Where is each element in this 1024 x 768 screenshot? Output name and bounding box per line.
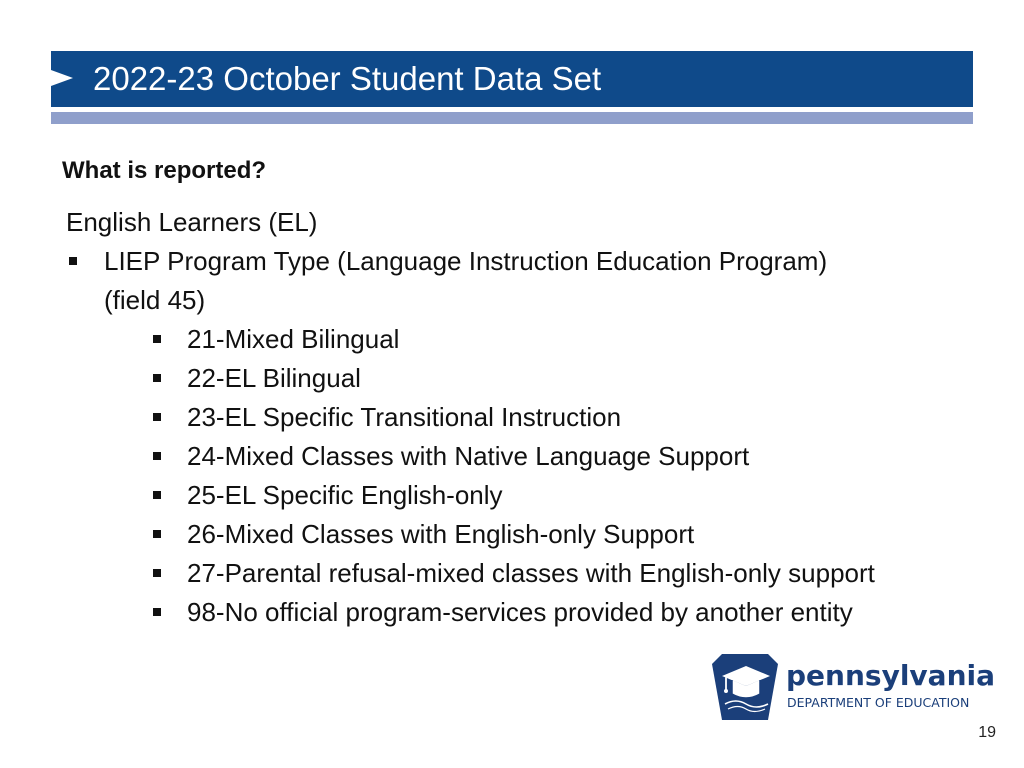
title-bar	[51, 51, 973, 107]
slide-title: 2022-23 October Student Data Set	[93, 60, 602, 97]
list-item-text: 22-EL Bilingual	[187, 363, 361, 393]
list-item	[66, 320, 966, 359]
primary-bullet-text: LIEP Program Type (Language Instruction Education Program)	[104, 246, 828, 276]
list-item	[66, 437, 966, 476]
content-body	[66, 203, 966, 632]
list-item	[66, 398, 966, 437]
list-item-text: 27-Parental refusal-mixed classes with English-only support	[187, 558, 875, 588]
primary-bullet-continuation: (field 45)	[104, 285, 206, 315]
primary-bullet	[66, 242, 966, 281]
title-arrow-icon	[51, 70, 73, 86]
list-item	[66, 554, 966, 593]
square-bullet-icon	[153, 374, 161, 382]
list-item-text: 98-No official program-services provided by another entity	[187, 597, 853, 627]
page-number: 19	[978, 724, 996, 741]
subheading: What is reported?	[62, 157, 267, 184]
list-item	[66, 515, 966, 554]
square-bullet-icon	[153, 569, 161, 577]
list-item-text: 26-Mixed Classes with English-only Support	[187, 519, 695, 549]
square-bullet-icon	[153, 335, 161, 343]
logo-wordmark: pennsylvania	[786, 659, 995, 692]
logo-department: DEPARTMENT OF EDUCATION	[787, 695, 970, 710]
list-item-text: 25-EL Specific English-only	[187, 480, 503, 510]
list-item-text: 24-Mixed Classes with Native Language Support	[187, 441, 750, 471]
square-bullet-icon	[153, 413, 161, 421]
list-item	[66, 476, 966, 515]
square-bullet-icon	[153, 530, 161, 538]
title-underline	[51, 112, 973, 124]
list-item	[66, 593, 966, 632]
list-item-text: 23-EL Specific Transitional Instruction	[187, 402, 622, 432]
square-bullet-icon	[69, 257, 77, 265]
square-bullet-icon	[153, 491, 161, 499]
keystone-graduation-cap-icon	[712, 654, 778, 720]
pa-education-logo	[712, 654, 995, 720]
list-item	[66, 359, 966, 398]
square-bullet-icon	[153, 608, 161, 616]
list-item-text: 21-Mixed Bilingual	[187, 324, 400, 354]
square-bullet-icon	[153, 452, 161, 460]
section-label: English Learners (EL)	[66, 207, 318, 237]
